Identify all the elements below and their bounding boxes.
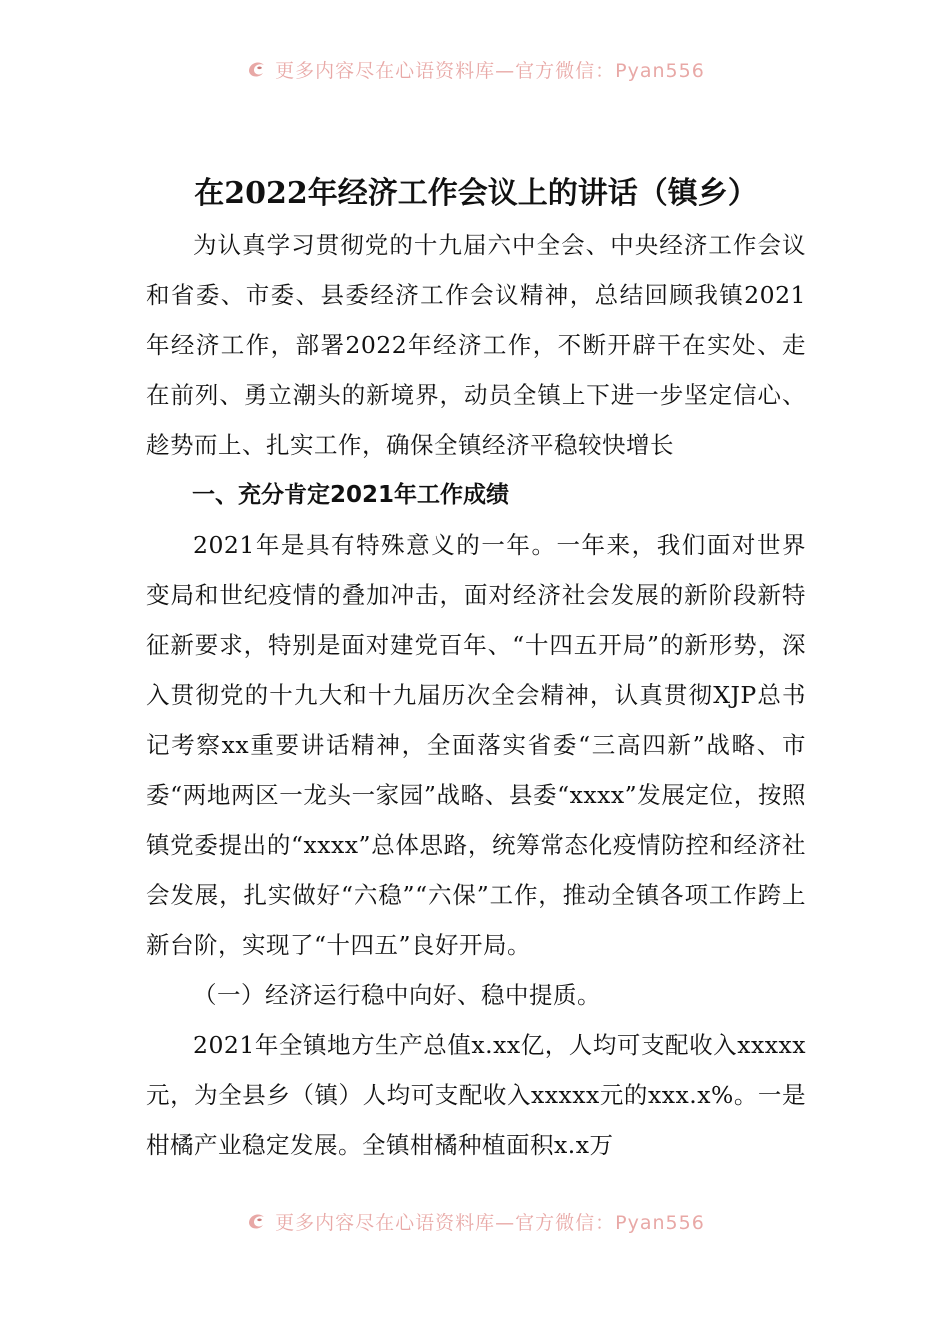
watermark-header [0, 54, 950, 84]
subsection-heading: （一）经济运行稳中向好、稳中提质。 [193, 981, 601, 1009]
watermark-text: 更多内容尽在心语资料库—官方微信：Pyan556 [275, 1211, 705, 1234]
section-paragraph: 2021年是具有特殊意义的一年。一年来，我们面对世界变局和世纪疫情的叠加冲击，面对经济社会发展的新阶段新特征新要求，特别是面对建党百年、“十四五开局”的新形势，深入贯彻党的十九大和十九届历次全会精神，认真贯彻XJP总书记考察xx重要讲话精神，全面落实省委“三高四新”战略、市委“两地两区一龙头一家园”战略、县委“xxxx”发展定位，按照镇党委提出的“xxxx”总体思路，统筹常态化疫情防控和经济社会发展，扎实做好“六稳”“六保”工作，推动全镇各项工作跨上新台阶，实现了“十四五”良好开局。 [146, 531, 806, 959]
swirl-logo-icon [245, 57, 269, 81]
document-body [146, 168, 806, 1170]
watermark-footer [0, 1206, 950, 1236]
intro-paragraph: 为认真学习贯彻党的十九届六中全会、中央经济工作会议和省委、市委、县委经济工作会议精神，总结回顾我镇2021年经济工作，部署2022年经济工作，不断开辟干在实处、走在前列、勇立潮头的新境界，动员全镇上下进一步坚定信心、趁势而上、扎实工作，确保全镇经济平稳较快增长 [146, 231, 806, 459]
section-heading: 一、充分肯定2021年工作成绩 [192, 482, 510, 508]
document-title: 在2022年经济工作会议上的讲话（镇乡） [194, 176, 758, 211]
watermark-text: 更多内容尽在心语资料库—官方微信：Pyan556 [275, 59, 705, 82]
subsection-paragraph: 2021年全镇地方生产总值x.xx亿，人均可支配收入xxxxx元，为全县乡（镇）人均可支配收入xxxxx元的xxx.x%。一是柑橘产业稳定发展。全镇柑橘种植面积x.x万 [146, 1031, 806, 1159]
swirl-logo-icon [245, 1209, 269, 1233]
